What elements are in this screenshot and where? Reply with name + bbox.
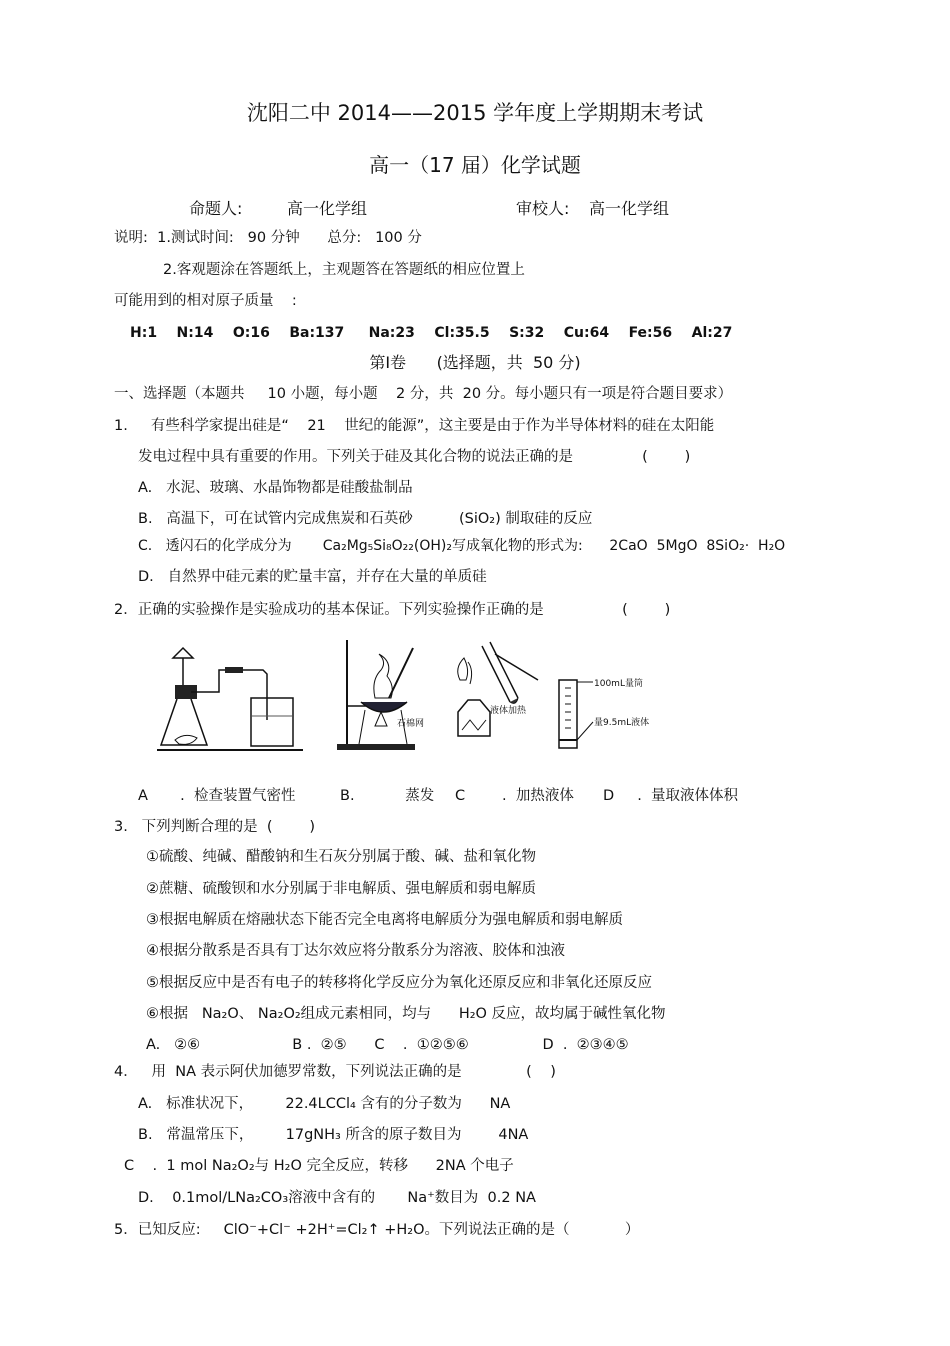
figure-c-label: 液体加热: [490, 706, 527, 716]
figure-evaporation: [335, 640, 435, 755]
q1-stem-line-1: 1. 有些科学家提出硅是“ 21 世纪的能源”，这主要是由于作为半导体材料的硅在太阳能: [114, 418, 715, 434]
figure-d-label-top: 100mL量筒: [594, 679, 643, 689]
q3-statement-1: ①硫酸、纯碱、醋酸钠和生石灰分别属于酸、碱、盐和氧化物: [146, 849, 536, 865]
q2-stem: 2．正确的实验操作是实验成功的基本保证。下列实验操作正确的是 ( ): [114, 602, 671, 618]
author-label: 命题人:: [189, 199, 243, 218]
note-line-1: 说明: 1.测试时间: 90 分钟 总分: 100 分: [114, 230, 422, 246]
atomic-masses: H:1 N:14 O:16 Ba:137 Na:23 Cl:35.5 S:32 Cu:64 Fe:56 Al:27: [130, 325, 733, 341]
q2-option-a: A . 检查装置气密性: [138, 788, 296, 804]
q2-option-d: D . 量取液体体积: [603, 788, 739, 804]
q3-statement-5: ⑤根据反应中是否有电子的转移将化学反应分为氧化还原反应和非氧化还原反应: [146, 975, 652, 991]
exam-subtitle: 高一（17 届）化学试题: [369, 153, 581, 177]
figure-d-label-bottom: 量9.5mL液体: [594, 718, 650, 728]
section-title: 第Ⅰ卷 (选择题，共 50 分): [369, 353, 581, 372]
q4-option-c: C . 1 mol Na₂O₂与 H₂O 完全反应，转移 2NA 个电子: [124, 1158, 514, 1174]
section-instruction: 一、选择题（本题共 10 小题，每小题 2 分，共 20 分。每小题只有一项是符合题目要求）: [114, 386, 733, 402]
exam-title: 沈阳二中 2014——2015 学年度上学期期末考试: [246, 101, 704, 125]
q5-stem: 5．已知反应: ClO⁻+Cl⁻ +2H⁺=Cl₂↑ +H₂O。下列说法正确的是（ ）: [114, 1222, 640, 1238]
q4-option-a: A. 标准状况下， 22.4LCCl₄ 含有的分子数为 NA: [138, 1096, 511, 1112]
figure-airtightness-check: [155, 640, 305, 755]
q4-option-d: D. 0.1mol/LNa₂CO₃溶液中含有的 Na⁺数目为 0.2 NA: [138, 1190, 536, 1206]
q3-statement-6: ⑥根据 Na₂O、 Na₂O₂组成元素相同，均与 H₂O 反应，故均属于碱性氧化物: [146, 1006, 666, 1022]
q2-option-b: B. 蒸发: [340, 788, 435, 804]
figure-heating-liquid: [440, 640, 540, 755]
q1-option-a: A. 水泥、玻璃、水晶饰物都是硅酸盐制品: [138, 480, 413, 496]
q3-stem: 3. 下列判断合理的是 ( ): [114, 819, 316, 835]
figure-measuring-cylinder: [555, 640, 665, 755]
q1-stem-line-2: 发电过程中具有重要的作用。下列关于硅及其化合物的说法正确的是 ( ): [138, 449, 691, 465]
q3-statement-4: ④根据分散系是否具有丁达尔效应将分散系分为溶液、胶体和浊液: [146, 943, 565, 959]
q4-option-b: B. 常温常压下， 17gNH₃ 所含的原子数目为 4NA: [138, 1127, 529, 1143]
author: 高一化学组: [287, 199, 368, 218]
q3-statement-3: ③根据电解质在熔融状态下能否完全电离将电解质分为强电解质和弱电解质: [146, 912, 623, 928]
q1-option-d: D. 自然界中硅元素的贮量丰富，并存在大量的单质硅: [138, 569, 487, 585]
q1-option-b: B. 高温下，可在试管内完成焦炭和石英砂 (SiO₂) 制取硅的反应: [138, 511, 593, 527]
q2-option-c: C . 加热液体: [455, 788, 574, 804]
atomic-mass-label: 可能用到的相对原子质量 :: [114, 293, 297, 309]
q3-statement-2: ②蔗糖、硫酸钡和水分别属于非电解质、强电解质和弱电解质: [146, 881, 536, 897]
q3-options: A. ②⑥ B . ②⑤ C . ①②⑤⑥ D . ②③④⑤: [146, 1037, 629, 1053]
reviewer: 高一化学组: [589, 199, 670, 218]
q1-option-c: C. 透闪石的化学成分为 Ca₂Mg₅Si₈O₂₂(OH)₂写成氧化物的形式为: 2CaO 5MgO 8SiO₂· H₂O: [138, 538, 786, 554]
note-line-2: 2.客观题涂在答题纸上，主观题答在答题纸的相应位置上: [163, 262, 525, 278]
q4-stem: 4． 用 NA 表示阿伏加德罗常数，下列说法正确的是 ( ): [114, 1064, 556, 1080]
reviewer-label: 审校人:: [516, 199, 570, 218]
figure-b-label: 石棉网: [397, 719, 425, 729]
